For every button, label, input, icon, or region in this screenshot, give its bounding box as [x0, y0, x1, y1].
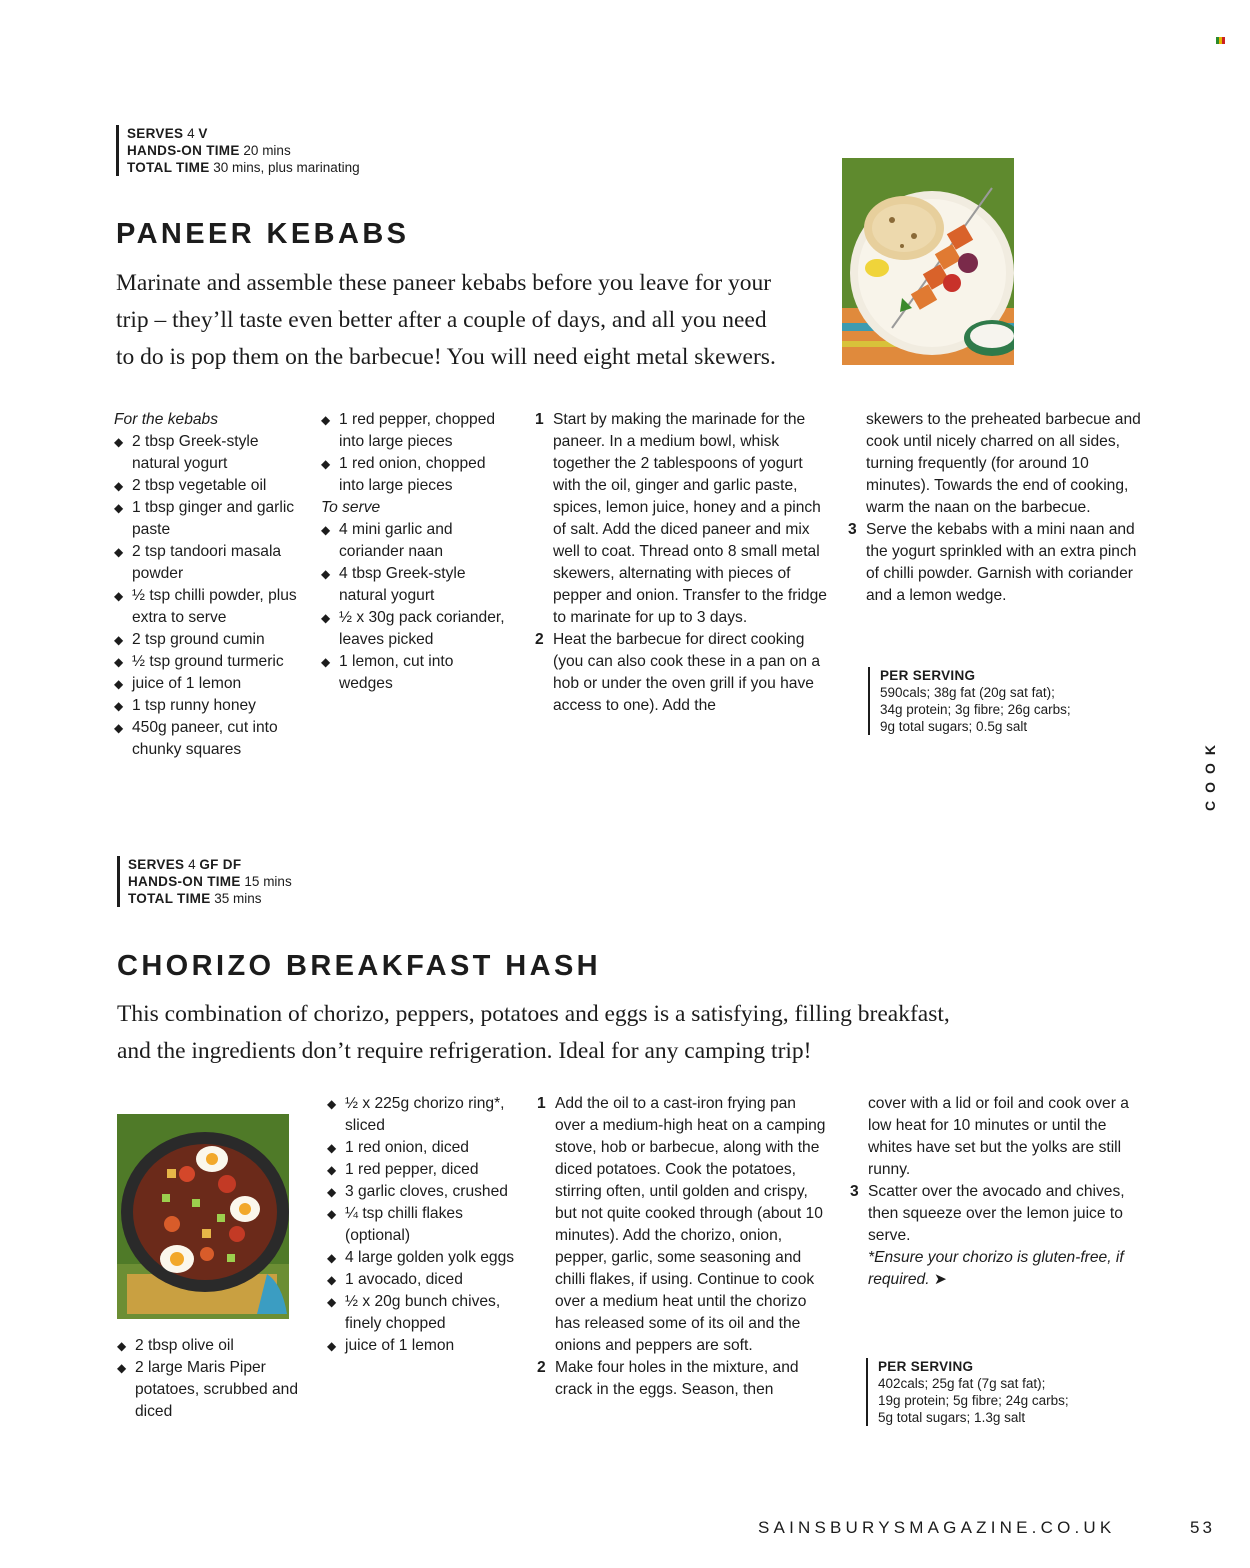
ingredient-item: ◆ juice of 1 lemon [327, 1335, 517, 1357]
ingredient-item: ◆ 1 avocado, diced [327, 1269, 517, 1291]
ingredient-item: ◆ ½ tsp chilli powder, plus extra to serve [114, 585, 306, 629]
method-step [535, 629, 827, 717]
paneer-kebabs-image-icon [842, 158, 1014, 365]
ingredient-item: ◆ juice of 1 lemon [114, 673, 306, 695]
chorizo-hash-photo [117, 1114, 289, 1319]
footnote [850, 1247, 1150, 1291]
recipe2-nutrition [866, 1358, 1069, 1426]
step-text: Start by making the marinade for the paneer. In a medium bowl, whisk together the 2 tablespoons of yogurt with the oil, ginger and garlic paste, spices, lemon juice, honey and a pinch of salt. Add the diced paneer and mix well to coat. Thread onto 8 small metal skewers, alternating with pieces of pepper and onion. Transfer to the fridge to marinate for up to 3 days. [553, 411, 827, 626]
serve-subheading: To serve [321, 499, 381, 516]
corner-mark [1216, 31, 1225, 38]
nutrition-line: 590cals; 38g fat (20g sat fat); [880, 685, 1055, 700]
recipe1-nutrition [868, 667, 1071, 735]
ingredient-item: ◆ 3 garlic cloves, crushed [327, 1181, 517, 1203]
recipe1-title: PANEER KEBABS [116, 218, 410, 250]
ingredient-item: ◆ 1 red onion, diced [327, 1137, 517, 1159]
recipe1-ingredients-col2 [321, 409, 507, 695]
serve-item: ◆ ½ x 30g pack coriander, leaves picked [321, 607, 507, 651]
serves-label: SERVES [128, 857, 185, 872]
recipe2-ingredients-col1 [117, 1335, 309, 1423]
ingredient-item: ◆ 1 red pepper, chopped into large pieces [321, 409, 507, 453]
recipe2-title: CHORIZO BREAKFAST HASH [117, 950, 602, 982]
ingredient-item: ◆ 1 red pepper, diced [327, 1159, 517, 1181]
ingredient-item: ◆ 1 tbsp ginger and garlic paste [114, 497, 306, 541]
method-step [848, 519, 1148, 607]
serves-label: SERVES [127, 126, 184, 141]
ingredient-item: ◆ 4 large golden yolk eggs [327, 1247, 517, 1269]
total-time-label: TOTAL TIME [127, 160, 210, 175]
ingredient-item: ◆ 2 tbsp Greek-style natural yogurt [114, 431, 306, 475]
recipe2-meta [117, 856, 292, 907]
nutrition-line: 402cals; 25g fat (7g sat fat); [878, 1376, 1046, 1391]
arrow-icon: ➤ [933, 1271, 947, 1288]
nutrition-heading: PER SERVING [880, 668, 976, 683]
method-step [537, 1357, 829, 1401]
ingredient-item: ◆ 2 large Maris Piper potatoes, scrubbed and diced [117, 1357, 309, 1423]
step-text: Add the oil to a cast-iron frying pan over a medium-high heat on a camping stove, hob or barbecue, along with the diced potatoes. Cook the potatoes, stirring often, until golden and crispy, but not quite cooked through (about 10 minutes). Add the chorizo, onion, pepper, garlic, some seasoning and chilli flakes, if using. Continue to cook over a medium heat until the chorizo has released some of its oil and the onions and peppers are soft. [555, 1095, 826, 1354]
step-number: 1 [535, 411, 544, 428]
chorizo-hash-image-icon [117, 1114, 289, 1319]
paneer-kebabs-photo [842, 158, 1014, 365]
step-text: Scatter over the avocado and chives, then squeeze over the lemon juice to serve. [868, 1183, 1125, 1244]
serve-item: ◆ 1 lemon, cut into wedges [321, 651, 507, 695]
corner-mark-icon [1216, 37, 1225, 44]
serves-value: 4 [187, 126, 195, 141]
step-text: Serve the kebabs with a mini naan and the yogurt sprinkled with an extra pinch of chilli powder. Garnish with coriander and a lemon wedge. [866, 521, 1137, 604]
serve-item: ◆ 4 mini garlic and coriander naan [321, 519, 507, 563]
footer-website: SAINSBURYSMAGAZINE.CO.UK [758, 1518, 1116, 1537]
recipe2-method-col1 [537, 1093, 829, 1401]
hands-on-label: HANDS-ON TIME [127, 143, 240, 158]
ingredient-item: ◆ 1 red onion, chopped into large pieces [321, 453, 507, 497]
method-step [535, 409, 827, 629]
ingredient-item: ◆ 2 tbsp olive oil [117, 1335, 309, 1357]
recipe1-meta [116, 125, 360, 176]
serves-value: 4 [188, 857, 196, 872]
ingredient-item: ◆ 1 tsp runny honey [114, 695, 306, 717]
page-number: 53 [1190, 1518, 1215, 1537]
ingredient-item: ◆ 450g paneer, cut into chunky squares [114, 717, 306, 761]
intro-line: trip – they’ll taste even better after a couple of days, and all you need [116, 307, 767, 333]
ingredient-item: ◆ ½ tsp ground turmeric [114, 651, 306, 673]
recipe1-method-col2 [848, 409, 1148, 607]
section-label: COOK [1202, 737, 1218, 811]
nutrition-line: 5g total sugars; 1.3g salt [878, 1410, 1026, 1425]
ingredient-item: ◆ 2 tbsp vegetable oil [114, 475, 306, 497]
hands-on-value: 20 mins [243, 143, 291, 158]
intro-line: to do is pop them on the barbecue! You will need eight metal skewers. [116, 344, 776, 370]
recipe1-ingredients-col1 [114, 409, 306, 761]
total-time-value: 30 mins, plus marinating [213, 160, 360, 175]
ingredients-subheading: For the kebabs [114, 411, 219, 428]
step-number: 3 [850, 1183, 859, 1200]
hands-on-label: HANDS-ON TIME [128, 874, 241, 889]
step-number: 2 [537, 1359, 546, 1376]
recipe2-ingredients-col2 [327, 1093, 517, 1357]
method-step [850, 1181, 1150, 1247]
step-text: Make four holes in the mixture, and crack in the eggs. Season, then [555, 1359, 799, 1398]
hands-on-value: 15 mins [244, 874, 292, 889]
step-text: Heat the barbecue for direct cooking (you can also cook these in a pan on a hob or under the oven grill if you have access to one). Add the [553, 631, 821, 714]
intro-line: and the ingredients don’t require refrigeration. Ideal for any camping trip! [117, 1038, 812, 1064]
recipe2-method-col2 [850, 1093, 1150, 1291]
total-time-label: TOTAL TIME [128, 891, 211, 906]
ingredient-item: ◆ ½ x 225g chorizo ring*, sliced [327, 1093, 517, 1137]
step-number: 1 [537, 1095, 546, 1112]
step-continued: cover with a lid or foil and cook over a low heat for 10 minutes or until the whites have set but the yolks are still runny. [868, 1095, 1129, 1178]
step-number: 2 [535, 631, 544, 648]
ingredient-item: ◆ ¼ tsp chilli flakes (optional) [327, 1203, 517, 1247]
nutrition-line: 34g protein; 3g fibre; 26g carbs; [880, 702, 1071, 717]
footnote-text: *Ensure your chorizo is gluten-free, if required. [868, 1249, 1124, 1288]
nutrition-line: 19g protein; 5g fibre; 24g carbs; [878, 1393, 1069, 1408]
diet-badge: V [198, 126, 208, 141]
ingredient-item: ◆ 2 tsp ground cumin [114, 629, 306, 651]
method-step [537, 1093, 829, 1357]
recipe2-intro [117, 996, 1117, 1070]
diet-badge: GF DF [199, 857, 242, 872]
intro-line: Marinate and assemble these paneer kebabs before you leave for your [116, 270, 772, 296]
recipe1-intro [116, 265, 836, 376]
ingredient-item: ◆ 2 tsp tandoori masala powder [114, 541, 306, 585]
ingredient-item: ◆ ½ x 20g bunch chives, finely chopped [327, 1291, 517, 1335]
recipe1-method-col1 [535, 409, 827, 717]
intro-line: This combination of chorizo, peppers, potatoes and eggs is a satisfying, filling breakfast, [117, 1001, 950, 1027]
step-continued: skewers to the preheated barbecue and cook until nicely charred on all sides, turning frequently (for around 10 minutes). Towards the end of cooking, warm the naan on the barbecue. [866, 411, 1141, 516]
serve-item: ◆ 4 tbsp Greek-style natural yogurt [321, 563, 507, 607]
total-time-value: 35 mins [214, 891, 262, 906]
nutrition-heading: PER SERVING [878, 1359, 974, 1374]
nutrition-line: 9g total sugars; 0.5g salt [880, 719, 1028, 734]
step-number: 3 [848, 521, 857, 538]
